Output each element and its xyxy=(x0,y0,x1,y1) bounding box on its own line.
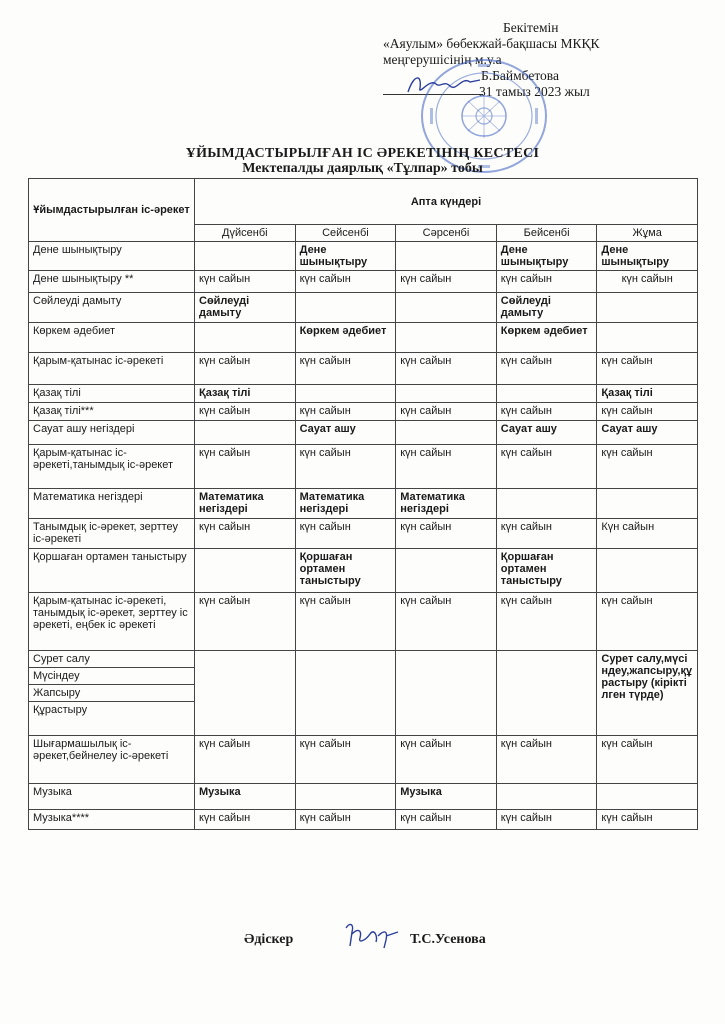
cell: күн сайын xyxy=(496,271,597,293)
table-row xyxy=(29,293,698,323)
row-subject: Көркем әдебиет xyxy=(29,323,195,353)
cell: күн сайын xyxy=(496,593,597,651)
cell: күн сайын xyxy=(496,403,597,421)
cell xyxy=(597,323,698,353)
cell: Сөйлеуді дамыту xyxy=(195,293,296,323)
cell xyxy=(295,651,396,736)
cell: Қазақ тілі xyxy=(195,385,296,403)
header-activity: Ұйымдастырылған іс-әрекет xyxy=(29,179,195,242)
cell xyxy=(496,784,597,810)
table-row xyxy=(29,445,698,489)
cell: күн сайын xyxy=(396,736,497,784)
row-subject: Сөйлеуді дамыту xyxy=(29,293,195,323)
cell: Математика негіздері xyxy=(295,489,396,519)
table-header-row xyxy=(29,179,698,225)
cell: Қазақ тілі xyxy=(597,385,698,403)
approval-title: Бекітемін xyxy=(503,20,559,35)
row-subject: Қарым-қатынас іс-әрекеті xyxy=(29,353,195,385)
cell xyxy=(295,784,396,810)
row-subject: Сурет салу xyxy=(29,651,195,668)
cell: Қоршаған ортамен таныстыру xyxy=(295,549,396,593)
cell xyxy=(396,651,497,736)
approver-signature xyxy=(404,70,484,100)
row-subject: Музыка**** xyxy=(29,810,195,830)
table-row xyxy=(29,403,698,421)
cell: Күн сайын xyxy=(597,519,698,549)
row-subject: Қарым-қатынас іс-әрекеті,танымдық іс-әрекет xyxy=(29,445,195,489)
approval-date: 31 тамыз 2023 жыл xyxy=(479,84,590,99)
cell: күн сайын xyxy=(295,403,396,421)
document-title: ҰЙЫМДАСТЫРЫЛҒАН ІС ӘРЕКЕТІНІҢ КЕСТЕСІ xyxy=(185,146,540,161)
cell: Сауат ашу xyxy=(496,421,597,445)
signer-role: Әдіскер xyxy=(244,932,294,947)
signer-name: Т.С.Усенова xyxy=(410,932,486,947)
cell: күн сайын xyxy=(396,519,497,549)
table-row xyxy=(29,489,698,519)
row-subject: Математика негіздері xyxy=(29,489,195,519)
day-tuesday: Сейсенбі xyxy=(295,225,396,242)
cell: күн сайын xyxy=(195,736,296,784)
cell: күн сайын xyxy=(195,593,296,651)
cell: күн сайын xyxy=(396,403,497,421)
approval-organization: «Аяулым» бөбекжай-бақшасы МКҚК xyxy=(383,36,600,51)
cell: Көркем әдебиет xyxy=(295,323,396,353)
cell: күн сайын xyxy=(396,810,497,830)
cell: күн сайын xyxy=(295,736,396,784)
cell: күн сайын xyxy=(195,353,296,385)
cell: Қоршаған ортамен таныстыру xyxy=(496,549,597,593)
cell: Көркем әдебиет xyxy=(496,323,597,353)
cell: күн сайын xyxy=(195,519,296,549)
row-subject: Музыка xyxy=(29,784,195,810)
row-subject: Дене шынықтыру xyxy=(29,242,195,271)
document-subtitle: Мектепалды даярлық «Тұлпар» тобы xyxy=(242,161,483,176)
cell: күн сайын xyxy=(396,353,497,385)
row-subject: Жапсыру xyxy=(29,685,195,702)
row-subject: Мүсіндеу xyxy=(29,668,195,685)
table-row xyxy=(29,519,698,549)
cell: Дене шынықтыру xyxy=(295,242,396,271)
cell: күн сайын xyxy=(597,403,698,421)
cell: күн сайын xyxy=(496,353,597,385)
table-row xyxy=(29,353,698,385)
cell: күн сайын xyxy=(496,736,597,784)
cell: күн сайын xyxy=(396,593,497,651)
row-subject: Қоршаған ортамен таныстыру xyxy=(29,549,195,593)
cell: Сөйлеуді дамыту xyxy=(496,293,597,323)
cell: күн сайын xyxy=(597,271,698,293)
cell: Сауат ашу xyxy=(295,421,396,445)
cell: күн сайын xyxy=(195,403,296,421)
row-subject: Қазақ тілі xyxy=(29,385,195,403)
cell: күн сайын xyxy=(295,353,396,385)
cell xyxy=(396,549,497,593)
table-row xyxy=(29,323,698,353)
cell: күн сайын xyxy=(295,271,396,293)
table-row xyxy=(29,784,698,810)
cell xyxy=(195,651,296,736)
cell xyxy=(496,651,597,736)
row-subject: Қазақ тілі*** xyxy=(29,403,195,421)
cell xyxy=(396,421,497,445)
row-subject: Шығармашылық іс-әрекет,бейнелеу іс-әрекеті xyxy=(29,736,195,784)
table-row xyxy=(29,242,698,271)
table-row xyxy=(29,736,698,784)
cell: Математика негіздері xyxy=(396,489,497,519)
day-friday: Жұма xyxy=(597,225,698,242)
cell: күн сайын xyxy=(195,810,296,830)
cell xyxy=(195,323,296,353)
row-subject: Сауат ашу негіздері xyxy=(29,421,195,445)
cell: Музыка xyxy=(396,784,497,810)
cell xyxy=(195,549,296,593)
cell xyxy=(597,784,698,810)
cell xyxy=(396,242,497,271)
row-subject: Құрастыру xyxy=(29,702,195,736)
approval-head: меңгерушісінің м.у.а xyxy=(383,52,502,67)
day-wednesday: Сәрсенбі xyxy=(396,225,497,242)
cell: күн сайын xyxy=(496,445,597,489)
cell: күн сайын xyxy=(295,445,396,489)
cell: Музыка xyxy=(195,784,296,810)
cell: күн сайын xyxy=(496,810,597,830)
schedule-table xyxy=(28,178,698,830)
cell: күн сайын xyxy=(396,445,497,489)
cell: күн сайын xyxy=(295,519,396,549)
cell: күн сайын xyxy=(195,271,296,293)
row-subject: Қарым-қатынас іс-әрекеті, танымдық іс-әрекет, зерттеу іс әрекеті, еңбек іс әрекеті xyxy=(29,593,195,651)
cell xyxy=(195,242,296,271)
cell-art-friday: Сурет салу,мүсіндеу,жапсыру,құрастыру (кіріктілген түрде) xyxy=(597,651,698,736)
cell: күн сайын xyxy=(295,593,396,651)
cell xyxy=(597,489,698,519)
cell: күн сайын xyxy=(597,445,698,489)
table-row xyxy=(29,593,698,651)
cell: күн сайын xyxy=(195,445,296,489)
row-subject: Дене шынықтыру ** xyxy=(29,271,195,293)
table-row xyxy=(29,549,698,593)
cell: күн сайын xyxy=(496,519,597,549)
cell: Математика негіздері xyxy=(195,489,296,519)
cell: күн сайын xyxy=(295,810,396,830)
row-subject: Танымдық іс-әрекет, зерттеу іс-әрекеті xyxy=(29,519,195,549)
cell xyxy=(396,323,497,353)
teacher-signature xyxy=(340,918,404,954)
cell xyxy=(295,385,396,403)
cell xyxy=(597,293,698,323)
cell xyxy=(496,385,597,403)
cell: күн сайын xyxy=(396,271,497,293)
table-row xyxy=(29,810,698,830)
cell xyxy=(597,549,698,593)
cell: күн сайын xyxy=(597,353,698,385)
cell: Дене шынықтыру xyxy=(597,242,698,271)
cell: Дене шынықтыру xyxy=(496,242,597,271)
table-row xyxy=(29,385,698,403)
table-row xyxy=(29,421,698,445)
cell xyxy=(396,293,497,323)
cell xyxy=(496,489,597,519)
cell: күн сайын xyxy=(597,810,698,830)
cell xyxy=(295,293,396,323)
table-row xyxy=(29,651,698,668)
table-row xyxy=(29,271,698,293)
approval-name: Б.Баймбетова xyxy=(481,68,559,83)
cell xyxy=(396,385,497,403)
cell: Сауат ашу xyxy=(597,421,698,445)
day-thursday: Бейсенбі xyxy=(496,225,597,242)
cell: күн сайын xyxy=(597,736,698,784)
header-week-days: Апта күндері xyxy=(195,179,698,225)
cell: күн сайын xyxy=(597,593,698,651)
day-monday: Дүйсенбі xyxy=(195,225,296,242)
cell xyxy=(195,421,296,445)
